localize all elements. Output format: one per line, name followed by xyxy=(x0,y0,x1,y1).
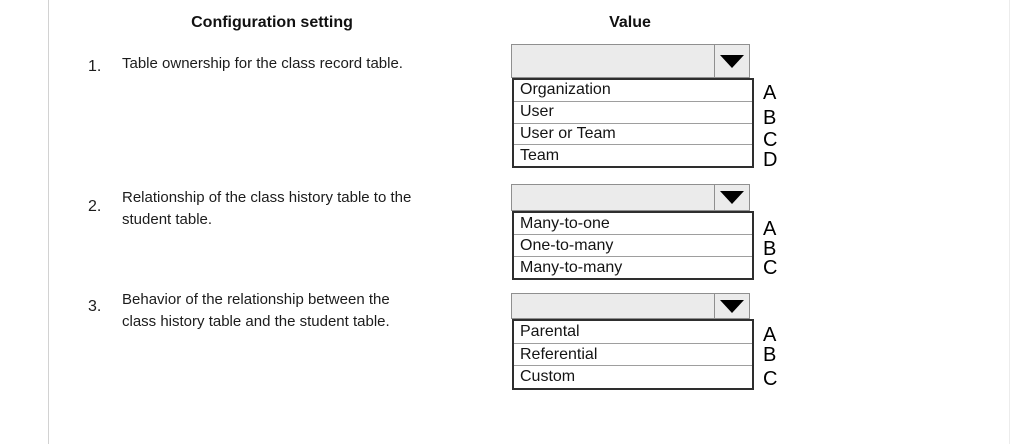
item-2-label-line-1: Relationship of the class history table to the xyxy=(122,189,412,206)
option-letter-c: C xyxy=(763,129,778,151)
left-divider-line xyxy=(48,0,49,444)
item-1-label xyxy=(122,53,403,75)
item-3-label-line-2: class history table and the student table. xyxy=(122,313,390,330)
value-dropdown-2-selected xyxy=(512,185,714,210)
option-letter-b: B xyxy=(763,238,777,260)
option-organization[interactable]: Organization xyxy=(520,81,611,99)
option-letter-c: C xyxy=(763,257,778,279)
option-letter-a: A xyxy=(763,82,777,104)
value-dropdown-1[interactable] xyxy=(511,44,750,78)
right-edge-line xyxy=(1009,0,1010,444)
value-dropdown-3-selected xyxy=(512,294,714,318)
option-one-to-many[interactable]: One-to-many xyxy=(514,234,752,256)
value-dropdown-2[interactable] xyxy=(511,184,750,211)
options-list-3 xyxy=(512,319,754,390)
option-letter-c: C xyxy=(763,368,778,390)
options-list-1 xyxy=(512,78,754,168)
item-3-number: 3. xyxy=(88,298,102,315)
item-2-label-line-2: student table. xyxy=(122,211,213,228)
item-2-label xyxy=(122,187,411,231)
dropdown-3-arrow-button[interactable] xyxy=(714,294,749,318)
option-user-or-team[interactable]: User or Team xyxy=(514,123,752,145)
option-team[interactable]: Team xyxy=(514,144,752,166)
option-parental[interactable]: Parental xyxy=(520,322,580,340)
value-dropdown-1-selected xyxy=(512,45,714,77)
dropdown-1-arrow-button[interactable] xyxy=(714,45,749,77)
item-3-label xyxy=(122,289,390,333)
option-user[interactable]: User xyxy=(514,101,752,123)
option-many-to-many[interactable]: Many-to-many xyxy=(514,256,752,278)
option-many-to-one[interactable]: Many-to-one xyxy=(520,214,610,232)
option-referential[interactable]: Referential xyxy=(514,343,752,366)
value-header: Value xyxy=(609,14,651,31)
caret-down-icon xyxy=(720,300,744,313)
option-letter-b: B xyxy=(763,107,777,129)
option-letter-b: B xyxy=(763,344,777,366)
dropdown-2-arrow-button[interactable] xyxy=(714,185,749,210)
item-2-number: 2. xyxy=(88,198,102,215)
caret-down-icon xyxy=(720,55,744,68)
configuration-setting-header: Configuration setting xyxy=(191,14,353,31)
options-list-2 xyxy=(512,211,754,280)
item-1-label-line-1: Table ownership for the class record table. xyxy=(122,55,403,72)
option-letter-a: A xyxy=(763,218,777,240)
item-3-label-line-1: Behavior of the relationship between the xyxy=(122,291,390,308)
option-letter-d: D xyxy=(763,149,778,171)
value-dropdown-3[interactable] xyxy=(511,293,750,319)
option-letter-a: A xyxy=(763,324,777,346)
item-1-number: 1. xyxy=(88,58,102,75)
option-custom[interactable]: Custom xyxy=(514,365,752,388)
caret-down-icon xyxy=(720,191,744,204)
